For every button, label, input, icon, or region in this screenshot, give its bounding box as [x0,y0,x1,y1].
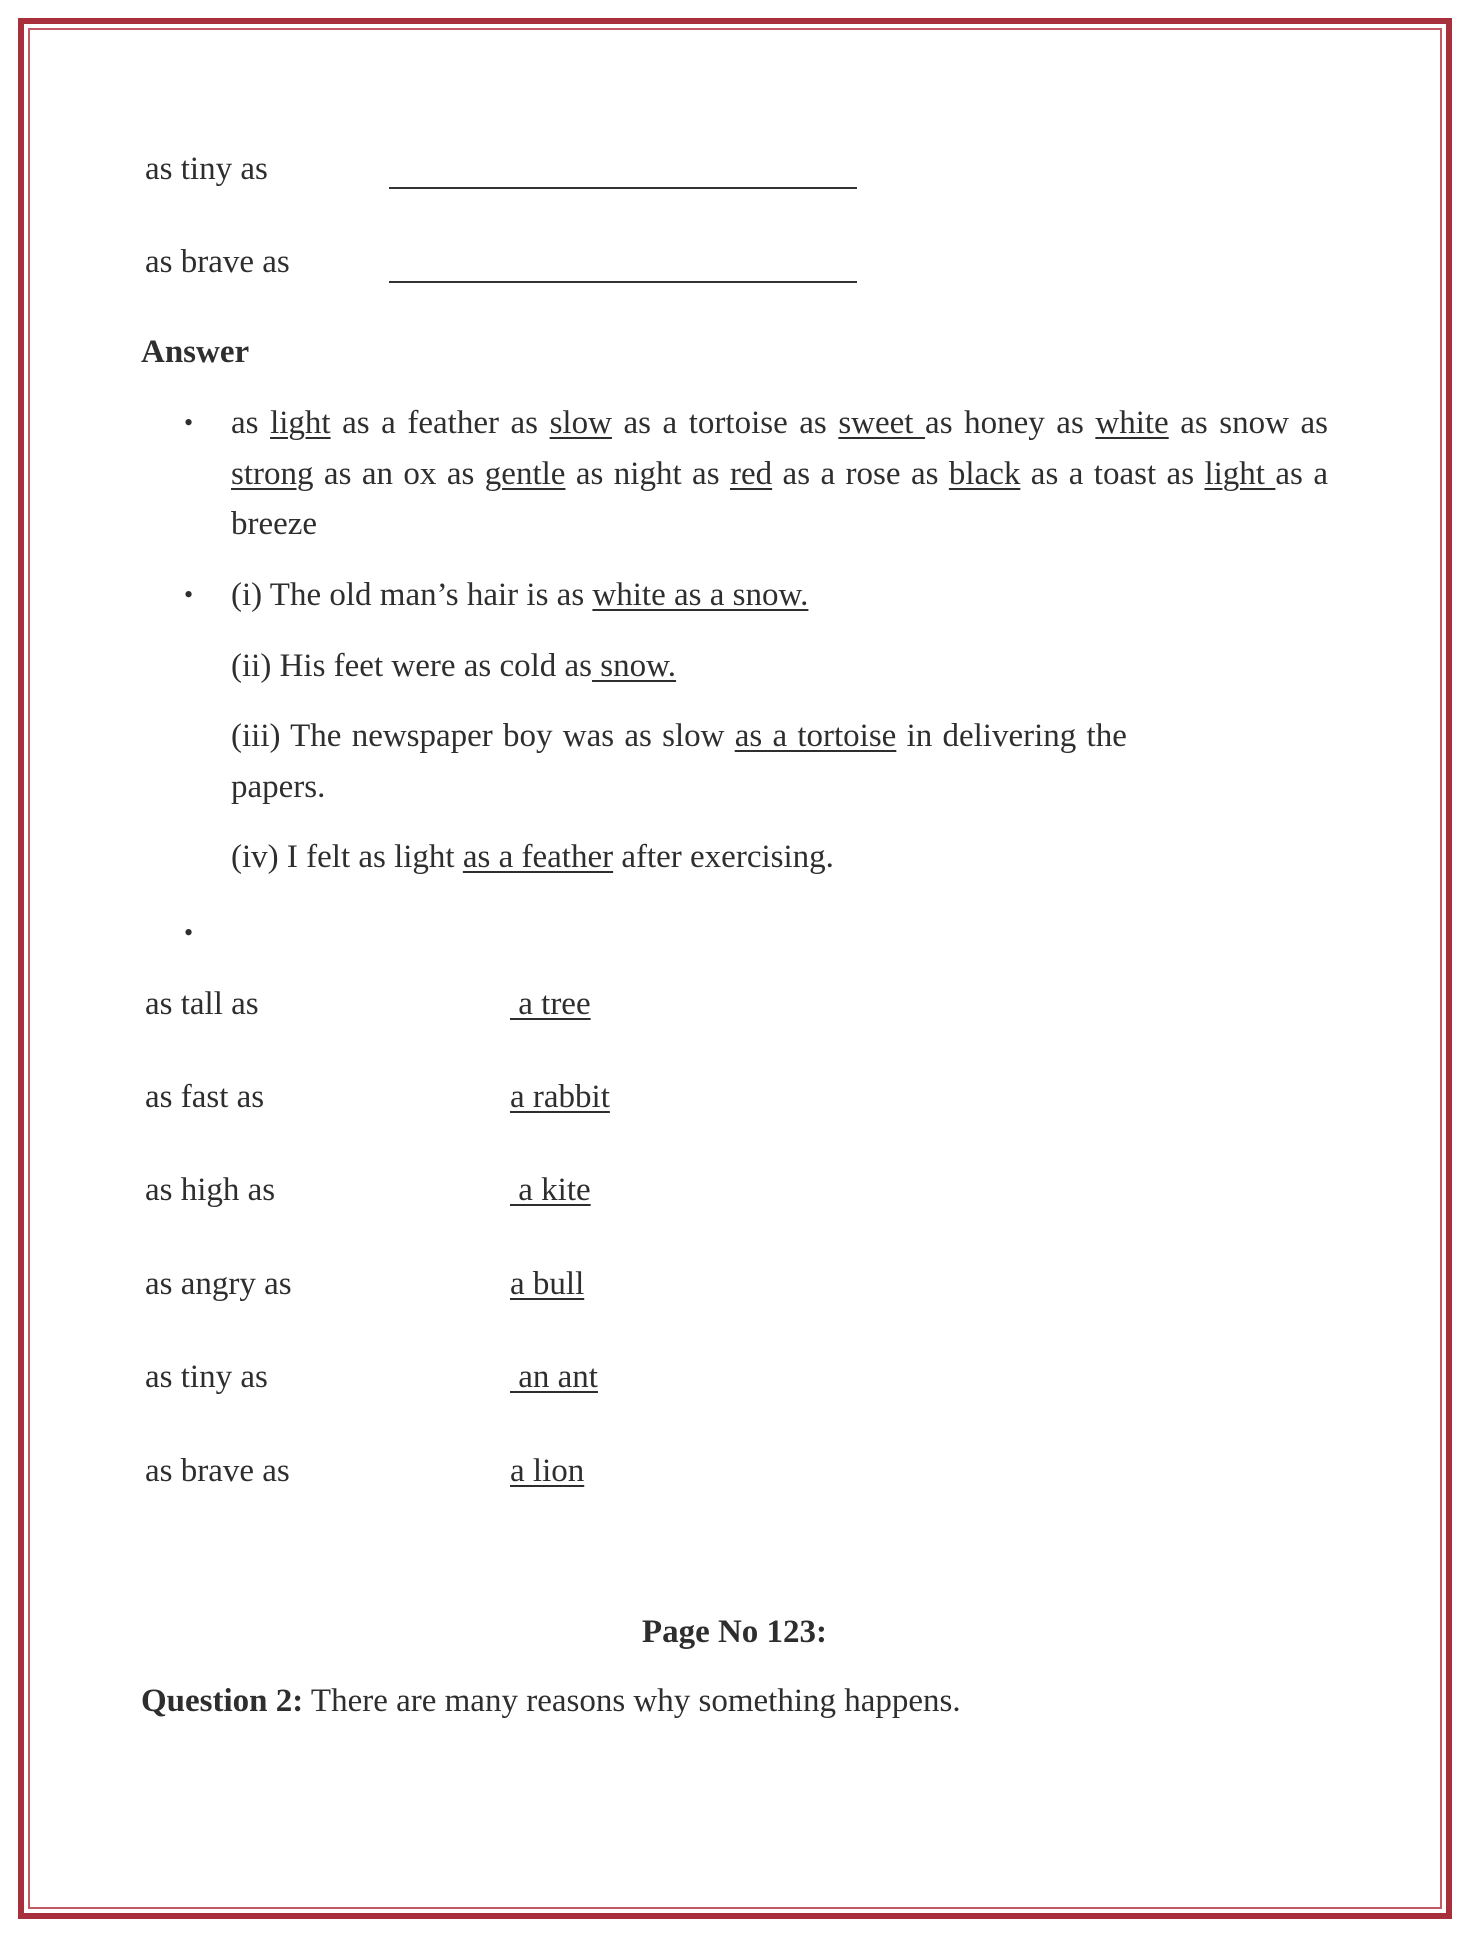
sentence-text: as night as [565,455,730,492]
underlined-answer: strong [231,455,314,492]
sentence-text: as snow as [1168,405,1329,441]
answer-2-iv [231,837,834,877]
sentence-text: in delivering the [896,718,1127,754]
bullet: • [184,408,194,437]
sentence-text: as [231,405,271,441]
sentence-text: as a toast as [1020,455,1205,492]
simile-label: as brave as [145,1453,290,1489]
underlined-answer: black [948,455,1021,492]
sentence-text: as an ox as [313,455,485,492]
underlined-answer: light [1204,455,1276,492]
question-label: as brave as [145,244,290,280]
sentence-text: (iv) I felt as light [231,839,463,875]
simile-answer: a kite [510,1172,591,1208]
question-2-text: There are many reasons why something happens. [303,1683,961,1719]
answer-blank[interactable] [389,187,857,189]
question-2-label: Question 2: [141,1683,304,1719]
simile-label: as tiny as [145,1359,268,1395]
sentence-text: as a feather as [330,405,550,441]
answer-blank[interactable] [389,281,857,283]
simile-label: as fast as [145,1079,265,1115]
sentence-text: as a tortoise as [611,405,839,441]
answer-1-paragraph [231,398,1328,550]
simile-answer: an ant [510,1359,598,1395]
simile-answer: a rabbit [510,1079,610,1115]
question-label: as tiny as [145,151,268,187]
simile-label: as high as [145,1172,276,1208]
bullet: • [184,918,194,947]
answer-2-ii [231,646,676,686]
sentence-text: as honey as [925,405,1096,441]
underlined-answer: as a feather [462,839,614,875]
sentence-text: papers. [231,768,326,805]
underlined-answer: as a tortoise [734,718,897,754]
underlined-answer: white [1095,405,1169,441]
answer-2-i [231,575,808,615]
bullet: • [184,580,194,609]
underlined-answer: sweet [838,405,926,441]
underlined-answer: snow. [592,648,677,684]
underlined-answer: slow [549,405,612,441]
sentence-text: as a rose as [772,455,949,492]
simile-answer: a lion [510,1453,585,1489]
simile-label: as angry as [145,1266,292,1302]
underlined-answer: light [270,405,331,441]
simile-answer: a tree [510,986,591,1022]
underlined-answer: red [729,455,773,492]
underlined-answer: gentle [484,455,566,492]
sentence-text: as a breeze [231,455,1328,542]
answer-heading: Answer [141,334,250,370]
page-number-heading: Page No 123: [641,1614,828,1650]
sentence-text: (ii) His feet were as cold as [231,648,593,684]
sentence-text: (iii) The newspaper boy was as slow [231,718,735,754]
sentence-text: (i) The old man’s hair is as [231,577,593,613]
answer-2-iii [231,711,1328,812]
question-2 [141,1681,961,1721]
simile-label: as tall as [145,986,259,1022]
simile-answer: a bull [510,1266,585,1302]
sentence-text: after exercising. [613,839,834,875]
underlined-answer: white as a snow. [592,577,809,613]
